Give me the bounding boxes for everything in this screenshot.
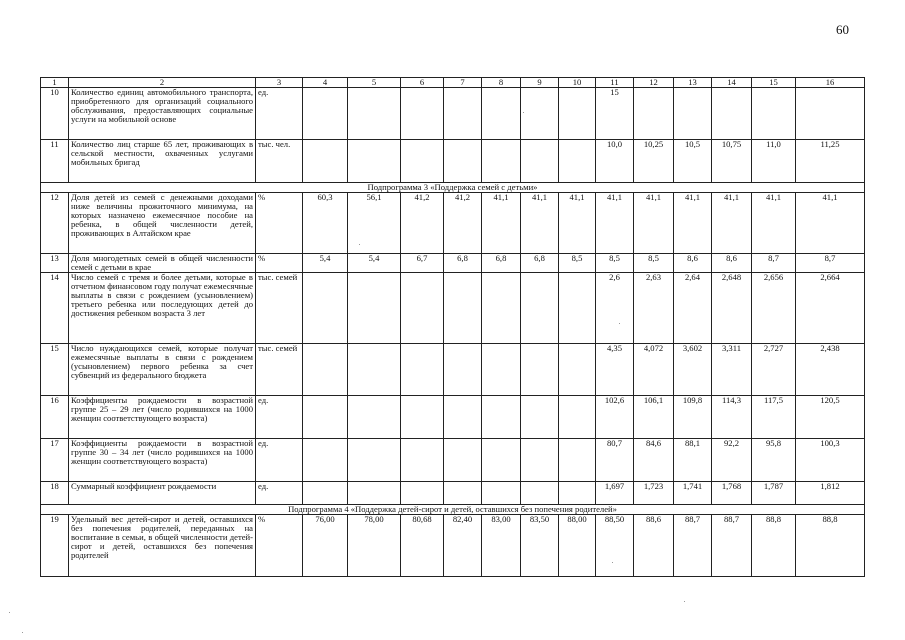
value-cell: 8,5 <box>559 254 596 273</box>
value-cell <box>482 482 521 505</box>
value-cell: 41,1 <box>674 193 712 254</box>
indicator-name: Количество лиц старше 65 лет, проживающих в сельской местности, охваченных услугами мобильных бригад <box>69 140 256 183</box>
scan-speck <box>9 612 10 613</box>
unit-cell: ед. <box>256 439 303 482</box>
value-cell <box>348 439 401 482</box>
column-header: 6 <box>401 78 444 88</box>
column-header: 2 <box>69 78 256 88</box>
value-cell: 3,602 <box>674 344 712 396</box>
value-cell: 8,5 <box>596 254 634 273</box>
value-cell: 6,8 <box>521 254 559 273</box>
value-cell: 2,63 <box>634 273 674 344</box>
subprogram-row <box>41 183 865 193</box>
value-cell <box>444 273 482 344</box>
value-cell <box>444 482 482 505</box>
value-cell: 4,072 <box>634 344 674 396</box>
value-cell: 102,6 <box>596 396 634 439</box>
value-cell: 92,2 <box>712 439 752 482</box>
value-cell <box>521 273 559 344</box>
value-cell <box>559 482 596 505</box>
value-cell: 60,3 <box>303 193 348 254</box>
table-row <box>41 273 865 344</box>
value-cell <box>482 140 521 183</box>
unit-cell: ед. <box>256 88 303 140</box>
value-cell <box>348 344 401 396</box>
value-cell: 8,6 <box>712 254 752 273</box>
value-cell: 88,1 <box>674 439 712 482</box>
value-cell <box>521 439 559 482</box>
value-cell: 10,25 <box>634 140 674 183</box>
table-row <box>41 254 865 273</box>
value-cell: 6,8 <box>482 254 521 273</box>
indicator-name: Суммарный коэффициент рождаемости <box>69 482 256 505</box>
table-row <box>41 515 865 577</box>
value-cell <box>401 88 444 140</box>
value-cell: 8,7 <box>796 254 865 273</box>
page-number: 60 <box>836 22 849 37</box>
value-cell <box>303 88 348 140</box>
value-cell: 41,2 <box>401 193 444 254</box>
value-cell <box>348 273 401 344</box>
value-cell <box>559 396 596 439</box>
value-cell: 82,40 <box>444 515 482 577</box>
value-cell: 83,50 <box>521 515 559 577</box>
value-cell: 6,7 <box>401 254 444 273</box>
header-row <box>41 78 865 88</box>
indicator-name: Коэффициенты рождаемости в возрастной группе 25 – 29 лет (число родившихся на 1000 женщин соответствующего возраста) <box>69 396 256 439</box>
value-cell: 10,75 <box>712 140 752 183</box>
value-cell <box>521 88 559 140</box>
value-cell: 41,1 <box>712 193 752 254</box>
column-header: 15 <box>752 78 796 88</box>
value-cell <box>303 396 348 439</box>
value-cell: 76,00 <box>303 515 348 577</box>
indicator-name: Число нуждающихся семей, которые получат ежемесячные выплаты в связи с рождением (усыновлением) первого ребенка за счет субвенций из федерального бюджета <box>69 344 256 396</box>
subprogram-title: Подпрограмма 4 «Поддержка детей-сирот и детей, оставшихся без попечения родителей» <box>41 505 865 515</box>
value-cell: 41,1 <box>482 193 521 254</box>
scan-speck <box>612 562 613 563</box>
scan-speck <box>684 601 685 602</box>
row-number: 10 <box>41 88 69 140</box>
value-cell <box>482 344 521 396</box>
column-header: 11 <box>596 78 634 88</box>
column-header: 14 <box>712 78 752 88</box>
value-cell <box>482 88 521 140</box>
value-cell: 41,1 <box>559 193 596 254</box>
scan-speck <box>22 632 23 633</box>
indicator-name: Удельный вес детей-сирот и детей, оставшихся без попечения родителей, переданных на воспитание в семьи, в общей численности детей-сирот и детей, оставшихся без попечения родителей <box>69 515 256 577</box>
unit-cell: тыс. чел. <box>256 140 303 183</box>
column-header: 5 <box>348 78 401 88</box>
value-cell: 2,656 <box>752 273 796 344</box>
table-row <box>41 193 865 254</box>
value-cell: 117,5 <box>752 396 796 439</box>
value-cell <box>444 88 482 140</box>
value-cell <box>559 88 596 140</box>
value-cell <box>559 439 596 482</box>
value-cell: 78,00 <box>348 515 401 577</box>
table-row <box>41 140 865 183</box>
value-cell: 2,664 <box>796 273 865 344</box>
subprogram-title: Подпрограмма 3 «Поддержка семей с детьми» <box>41 183 865 193</box>
value-cell: 80,7 <box>596 439 634 482</box>
value-cell <box>521 482 559 505</box>
column-header: 16 <box>796 78 865 88</box>
value-cell: 41,1 <box>796 193 865 254</box>
column-header: 4 <box>303 78 348 88</box>
value-cell: 41,1 <box>521 193 559 254</box>
value-cell <box>752 88 796 140</box>
value-cell: 41,1 <box>634 193 674 254</box>
value-cell <box>674 88 712 140</box>
value-cell: 88,7 <box>712 515 752 577</box>
scan-speck <box>523 112 524 113</box>
unit-cell: ед. <box>256 396 303 439</box>
column-header: 13 <box>674 78 712 88</box>
value-cell: 6,8 <box>444 254 482 273</box>
value-cell: 41,1 <box>596 193 634 254</box>
value-cell: 8,6 <box>674 254 712 273</box>
value-cell <box>401 273 444 344</box>
value-cell: 11,0 <box>752 140 796 183</box>
value-cell: 8,7 <box>752 254 796 273</box>
value-cell: 4,35 <box>596 344 634 396</box>
row-number: 17 <box>41 439 69 482</box>
row-number: 15 <box>41 344 69 396</box>
value-cell: 114,3 <box>712 396 752 439</box>
value-cell <box>444 439 482 482</box>
value-cell: 5,4 <box>303 254 348 273</box>
row-number: 14 <box>41 273 69 344</box>
value-cell: 88,50 <box>596 515 634 577</box>
value-cell: 11,25 <box>796 140 865 183</box>
column-header: 10 <box>559 78 596 88</box>
value-cell: 120,5 <box>796 396 865 439</box>
value-cell: 1,723 <box>634 482 674 505</box>
value-cell <box>559 140 596 183</box>
subprogram-row <box>41 505 865 515</box>
column-header: 12 <box>634 78 674 88</box>
table-row <box>41 344 865 396</box>
value-cell: 100,3 <box>796 439 865 482</box>
value-cell <box>634 88 674 140</box>
value-cell: 88,8 <box>752 515 796 577</box>
table-row <box>41 482 865 505</box>
value-cell: 88,00 <box>559 515 596 577</box>
value-cell <box>303 273 348 344</box>
scan-speck <box>359 244 360 245</box>
value-cell: 109,8 <box>674 396 712 439</box>
value-cell <box>401 344 444 396</box>
value-cell <box>348 396 401 439</box>
value-cell <box>348 140 401 183</box>
column-header: 9 <box>521 78 559 88</box>
unit-cell: тыс. семей <box>256 344 303 396</box>
indicator-name: Коэффициенты рождаемости в возрастной группе 30 – 34 лет (число родившихся на 1000 женщин соответствующего возраста) <box>69 439 256 482</box>
value-cell <box>348 88 401 140</box>
value-cell: 15 <box>596 88 634 140</box>
value-cell: 88,6 <box>634 515 674 577</box>
value-cell <box>444 396 482 439</box>
value-cell <box>303 140 348 183</box>
value-cell: 2,6 <box>596 273 634 344</box>
indicator-name: Доля детей из семей с денежными доходами ниже величины прожиточного минимума, на которых назначено ежемесячное пособие на ребенка, в общей численности детей, проживающих в Алтайском крае <box>69 193 256 254</box>
value-cell: 1,741 <box>674 482 712 505</box>
value-cell <box>444 344 482 396</box>
value-cell <box>521 140 559 183</box>
value-cell <box>401 439 444 482</box>
value-cell: 1,697 <box>596 482 634 505</box>
value-cell <box>712 88 752 140</box>
value-cell: 10,0 <box>596 140 634 183</box>
scan-speck <box>619 323 620 324</box>
value-cell: 1,768 <box>712 482 752 505</box>
value-cell <box>559 344 596 396</box>
row-number: 13 <box>41 254 69 273</box>
table-row <box>41 396 865 439</box>
indicator-name: Число семей с тремя и более детьми, которые в отчетном финансовом году получат ежемесячные выплаты в связи с рождением (усыновлением) третьего ребенка или последующих детей до достижения ребенком возраста 3 лет <box>69 273 256 344</box>
value-cell <box>482 273 521 344</box>
value-cell <box>348 482 401 505</box>
value-cell <box>521 344 559 396</box>
row-number: 12 <box>41 193 69 254</box>
value-cell: 2,438 <box>796 344 865 396</box>
value-cell <box>482 396 521 439</box>
row-number: 16 <box>41 396 69 439</box>
unit-cell: тыс. семей <box>256 273 303 344</box>
value-cell <box>401 396 444 439</box>
column-header: 8 <box>482 78 521 88</box>
value-cell: 95,8 <box>752 439 796 482</box>
row-number: 18 <box>41 482 69 505</box>
value-cell <box>796 88 865 140</box>
unit-cell: ед. <box>256 482 303 505</box>
value-cell: 2,727 <box>752 344 796 396</box>
column-header: 1 <box>41 78 69 88</box>
value-cell: 56,1 <box>348 193 401 254</box>
value-cell <box>482 439 521 482</box>
value-cell <box>521 396 559 439</box>
unit-cell: % <box>256 193 303 254</box>
table-body <box>41 78 865 577</box>
value-cell: 3,311 <box>712 344 752 396</box>
table-row <box>41 88 865 140</box>
value-cell: 41,1 <box>752 193 796 254</box>
value-cell: 41,2 <box>444 193 482 254</box>
value-cell: 83,00 <box>482 515 521 577</box>
unit-cell: % <box>256 515 303 577</box>
value-cell: 8,5 <box>634 254 674 273</box>
value-cell: 88,7 <box>674 515 712 577</box>
indicator-name: Доля многодетных семей в общей численности семей с детьми в крае <box>69 254 256 273</box>
indicator-name: Количество единиц автомобильного транспорта, приобретенного для организаций социального обслуживания, предоставляющих социальные услуги на мобильной основе <box>69 88 256 140</box>
unit-cell: % <box>256 254 303 273</box>
table-row <box>41 439 865 482</box>
value-cell <box>303 344 348 396</box>
value-cell: 106,1 <box>634 396 674 439</box>
value-cell: 84,6 <box>634 439 674 482</box>
column-header: 7 <box>444 78 482 88</box>
value-cell <box>444 140 482 183</box>
value-cell: 10,5 <box>674 140 712 183</box>
value-cell: 88,8 <box>796 515 865 577</box>
value-cell: 2,64 <box>674 273 712 344</box>
value-cell: 1,812 <box>796 482 865 505</box>
column-header: 3 <box>256 78 303 88</box>
indicators-table <box>40 77 865 577</box>
row-number: 11 <box>41 140 69 183</box>
value-cell <box>303 482 348 505</box>
value-cell: 80,68 <box>401 515 444 577</box>
value-cell <box>559 273 596 344</box>
value-cell: 1,787 <box>752 482 796 505</box>
value-cell <box>401 140 444 183</box>
value-cell: 5,4 <box>348 254 401 273</box>
value-cell <box>303 439 348 482</box>
value-cell <box>401 482 444 505</box>
row-number: 19 <box>41 515 69 577</box>
value-cell: 2,648 <box>712 273 752 344</box>
